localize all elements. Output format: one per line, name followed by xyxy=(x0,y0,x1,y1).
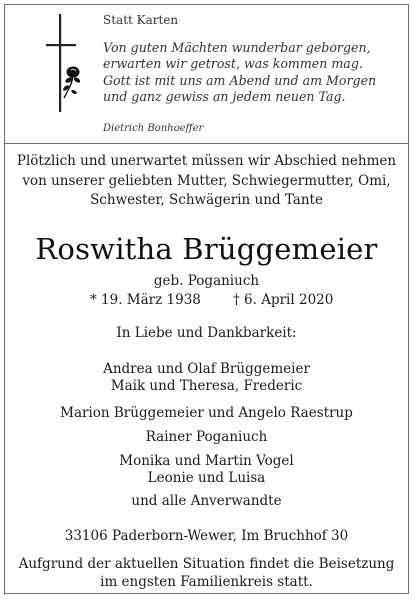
header-divider xyxy=(5,143,408,144)
family-address: 33106 Paderborn-Wewer, Im Bruchhof 30 xyxy=(64,528,349,544)
mourner-group xyxy=(4,405,409,422)
maiden-name: geb. Poganiuch xyxy=(153,273,260,289)
poem-line: und ganz gewiss an jedem neuen Tag. xyxy=(103,89,346,105)
announcement-line: Schwester, Schwägerin und Tante xyxy=(90,192,323,208)
announcement-line: von unserer geliebten Mutter, Schwiegermutter, Omi, xyxy=(22,172,391,189)
poem xyxy=(103,40,376,106)
mourner-group xyxy=(4,361,409,395)
announcement-line: Plötzlich und unerwartet müssen wir Abschied nehmen xyxy=(16,153,397,169)
deceased-name: Roswitha Brüggemeier xyxy=(35,232,378,266)
notice-line: Aufgrund der aktuellen Situation findet die Beisetzung xyxy=(18,556,395,572)
mourner-line: Marion Brüggemeier und Angelo Raestrup xyxy=(60,405,353,421)
poem-author: Dietrich Bonhoeffer xyxy=(103,123,204,134)
poem-line: Von guten Mächten wunderbar geborgen, xyxy=(103,40,371,55)
mourners-intro: In Liebe und Dankbarkeit: xyxy=(116,325,297,341)
notice-line: im engsten Familienkreis statt. xyxy=(100,574,313,590)
mourner-line: Monika und Martin Vogel xyxy=(119,453,294,469)
mourner-group xyxy=(4,493,409,510)
announcement-text xyxy=(4,152,409,211)
mourner-line: und alle Anverwandte xyxy=(131,493,282,509)
mourner-line: Rainer Poganiuch xyxy=(145,429,268,445)
cross-with-rose-icon xyxy=(46,14,86,112)
statt-karten-label: Statt Karten xyxy=(103,13,179,27)
poem-line: erwarten wir getrost, was kommen mag. xyxy=(103,56,363,72)
mourner-group xyxy=(4,453,409,487)
death-date: † 6. April 2020 xyxy=(233,292,334,308)
birth-date: * 19. März 1938 xyxy=(90,292,201,308)
mourner-line: Andrea und Olaf Brüggemeier xyxy=(103,361,310,377)
mourner-line: Leonie und Luisa xyxy=(147,470,266,486)
burial-notice xyxy=(4,555,409,591)
mourner-group xyxy=(4,429,409,446)
poem-line: Gott ist mit uns am Abend und am Morgen xyxy=(103,72,377,88)
mourner-line: Maik und Theresa, Frederic xyxy=(110,378,303,394)
